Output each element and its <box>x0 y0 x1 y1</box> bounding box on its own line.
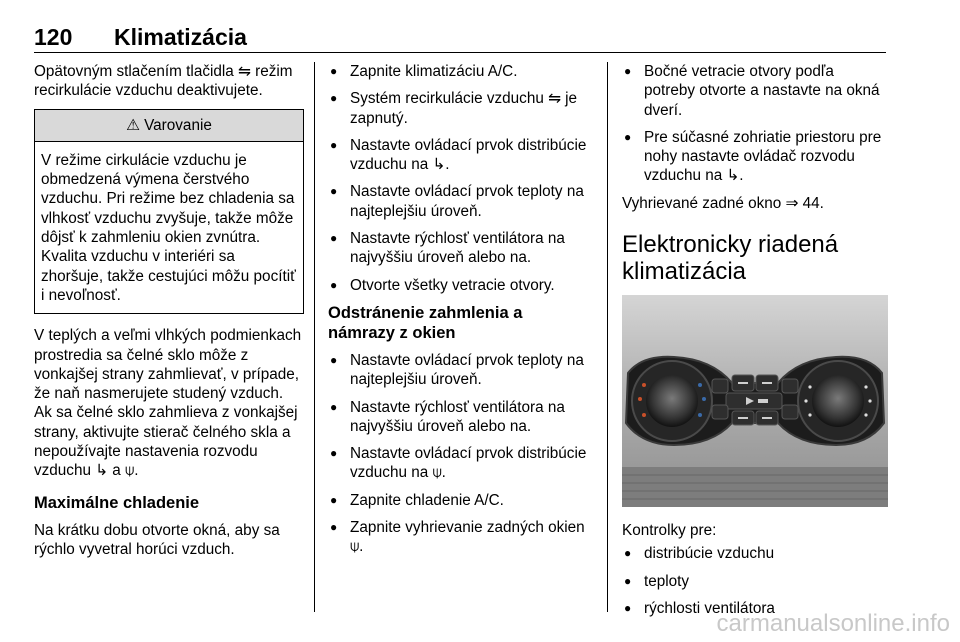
warning-triangle-icon: ⚠ <box>126 116 140 134</box>
page-header <box>34 22 886 53</box>
list-item: ● Zapnite klimatizáciu A/C. <box>328 62 590 81</box>
list-item: ● Pre súčasné zohriatie priestoru pre nohy nastavte ovládač rozvodu vzduchu na ↳. <box>622 128 888 186</box>
list-item: ● teploty <box>622 572 888 591</box>
rear-window-reference: Vyhrievané zadné okno ⇒ 44. <box>622 194 824 212</box>
list-item: ● Nastavte ovládací prvok distribúcie vzduchu na ⍦. <box>328 444 590 483</box>
warning-header <box>35 110 303 142</box>
list-item: ● Zapnite chladenie A/C. <box>328 491 590 510</box>
list-item: ● Nastavte rýchlosť ventilátora na najvyššiu úroveň alebo na. <box>328 398 590 437</box>
column-left <box>34 62 304 559</box>
defog-heading: Odstránenie zahmlenia a námrazy z okien <box>328 303 523 342</box>
list-item: ● Zapnite vyhrievanie zadných okien ⍦. <box>328 518 590 557</box>
humid-conditions-paragraph: V teplých a veľmi vlhkých podmienkach prostredia sa čelné sklo môže z vonkajšej strany zahmlievať, v prípade, že naň nasmerujete studený vzduch. Ak sa čelné sklo zahmlieva z vonkajšej strany, aktivujte stierač čelného skla a nepoužívajte nastavenia rozvodu vzduchu ↳ a ⍦. <box>34 327 302 480</box>
warning-text: V režime cirkulácie vzduchu je obmedzená výmena čerstvého vzduchu. Pri režime bez chladenia sa vlhkosť vzduchu zvyšuje, takže môže dôjsť k zahmleniu okien zvnútra. Kvalita vzduchu v interiéri sa zhoršuje, takže cestujúci môžu pocítiť i nevoľnosť. <box>41 151 296 304</box>
list-item: ● Nastavte ovládací prvok teploty na najteplejšiu úroveň. <box>328 351 590 390</box>
list-item: ● rýchlosti ventilátora <box>622 599 888 618</box>
warning-title: Varovanie <box>144 116 212 134</box>
vent-steps-list <box>622 62 888 186</box>
section-heading: Elektronicky riadená klimatizácia <box>622 231 839 286</box>
page-number: 120 <box>34 24 73 50</box>
warning-box <box>34 109 304 315</box>
column-middle <box>328 62 590 565</box>
max-cooling-text: Na krátku dobu otvorte okná, aby sa rýchlo vyvetral horúci vzduch. <box>34 521 280 558</box>
defog-steps-list <box>328 351 590 557</box>
intro-paragraph: Opätovným stlačením tlačidla ⇋ režim recirkulácie vzduchu deaktivujete. <box>34 63 293 100</box>
column-right <box>622 62 888 626</box>
column-divider <box>314 62 315 612</box>
list-item: ● Nastavte rýchlosť ventilátora na najvyššiu úroveň alebo na. <box>328 229 590 268</box>
list-item: ● Bočné vetracie otvory podľa potreby otvorte a nastavte na okná dverí. <box>622 62 888 120</box>
max-cooling-heading: Maximálne chladenie <box>34 493 200 512</box>
list-item: ● Nastavte ovládací prvok teploty na najteplejšiu úroveň. <box>328 182 590 221</box>
list-item: ● Nastavte ovládací prvok distribúcie vzduchu na ↳. <box>328 136 590 175</box>
controls-label: Kontrolky pre: <box>622 522 717 540</box>
list-item: ● distribúcie vzduchu <box>622 544 888 563</box>
cooling-steps-list <box>328 62 590 295</box>
chapter-title: Klimatizácia <box>114 24 247 50</box>
watermark: carmanualsonline.info <box>716 610 950 637</box>
controls-list <box>622 544 888 618</box>
climate-control-panel-photo <box>622 295 888 507</box>
list-item: ● Otvorte všetky vetracie otvory. <box>328 276 590 295</box>
column-divider <box>607 62 608 612</box>
list-item: ● Systém recirkulácie vzduchu ⇋ je zapnutý. <box>328 89 590 128</box>
